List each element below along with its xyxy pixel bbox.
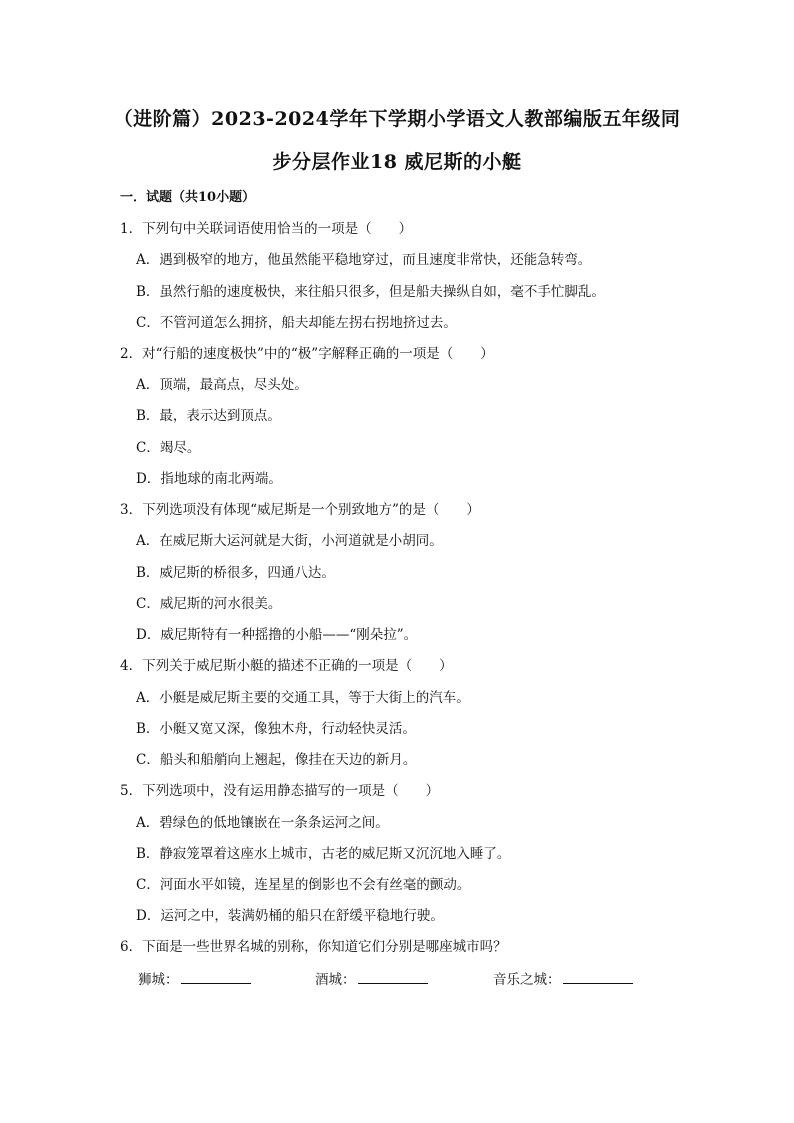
section-heading: 一．试题（共10小题） bbox=[120, 190, 256, 205]
question-4-stem: 4．下列关于威尼斯小艇的描述不正确的一项是（ ） bbox=[120, 658, 453, 674]
answer-underline[interactable] bbox=[181, 969, 251, 984]
answer-blanks bbox=[0, 968, 794, 990]
question-2-option-c: C．竭尽。 bbox=[136, 440, 201, 456]
answer-underline[interactable] bbox=[563, 969, 633, 984]
question-2-stem: 2．对“行船的速度极快”中的“极”字解释正确的一项是（ ） bbox=[120, 346, 494, 362]
question-4-option-b: B．小艇又宽又深，像独木舟，行动轻快灵活。 bbox=[136, 721, 416, 737]
question-6-stem: 6．下面是一些世界名城的别称，你知道它们分别是哪座城市吗？ bbox=[120, 939, 507, 955]
question-2-option-a: A．顶端，最高点，尽头处。 bbox=[136, 377, 308, 393]
answer-underline[interactable] bbox=[358, 969, 428, 984]
question-5-option-a: A．碧绿色的低地镶嵌在一条条运河之间。 bbox=[136, 815, 389, 831]
question-4-option-c: C．船头和船艄向上翘起，像挂在天边的新月。 bbox=[136, 752, 417, 768]
blank-label: 狮城： bbox=[138, 972, 179, 988]
question-4-option-a: A．小艇是威尼斯主要的交通工具，等于大街上的汽车。 bbox=[136, 690, 470, 706]
question-5-stem: 5．下列选项中，没有运用静态描写的一项是（ ） bbox=[120, 783, 440, 799]
blank-lion-city[interactable] bbox=[138, 968, 251, 988]
question-3-option-c: C．威尼斯的河水很美。 bbox=[136, 596, 282, 612]
blank-label: 酒城： bbox=[315, 972, 356, 988]
question-5-option-c: C．河面水平如镜，连星星的倒影也不会有丝毫的颤动。 bbox=[136, 877, 471, 893]
question-2-option-b: B．最，表示达到顶点。 bbox=[136, 408, 281, 424]
question-3-stem: 3．下列选项没有体现“威尼斯是一个别致地方”的是（ ） bbox=[120, 502, 480, 518]
question-5-option-d: D．运河之中，装满奶桶的船只在舒缓平稳地行驶。 bbox=[136, 908, 444, 924]
question-1-option-a: A．遇到极窄的地方，他虽然能平稳地穿过，而且速度非常快，还能急转弯。 bbox=[136, 252, 592, 268]
page-title-line1: （进阶篇）2023-2024学年下学期小学语文人教部编版五年级同 bbox=[113, 108, 681, 130]
question-3-option-d: D．威尼斯特有一种摇撸的小船——“刚朵拉”。 bbox=[136, 627, 418, 643]
question-3-option-a: A．在威尼斯大运河就是大街，小河道就是小胡同。 bbox=[136, 533, 443, 549]
question-1-option-b: B．虽然行船的速度极快，来往船只很多，但是船夫操纵自如，毫不手忙脚乱。 bbox=[136, 284, 605, 300]
blank-music-city[interactable] bbox=[493, 968, 633, 988]
question-1-stem: 1．下列句中关联词语使用恰当的一项是（ ） bbox=[120, 221, 413, 237]
question-1-option-c: C．不管河道怎么拥挤，船夫却能左拐右拐地挤过去。 bbox=[136, 315, 457, 331]
question-2-option-d: D．指地球的南北两端。 bbox=[136, 471, 282, 487]
question-5-option-b: B．静寂笼罩着这座水上城市，古老的威尼斯又沉沉地入睡了。 bbox=[136, 846, 511, 862]
blank-wine-city[interactable] bbox=[315, 968, 428, 988]
page-title-line2: 步分层作业18 威尼斯的小艇 bbox=[272, 151, 522, 173]
blank-label: 音乐之城： bbox=[493, 972, 561, 988]
question-3-option-b: B．威尼斯的桥很多，四通八达。 bbox=[136, 565, 335, 581]
